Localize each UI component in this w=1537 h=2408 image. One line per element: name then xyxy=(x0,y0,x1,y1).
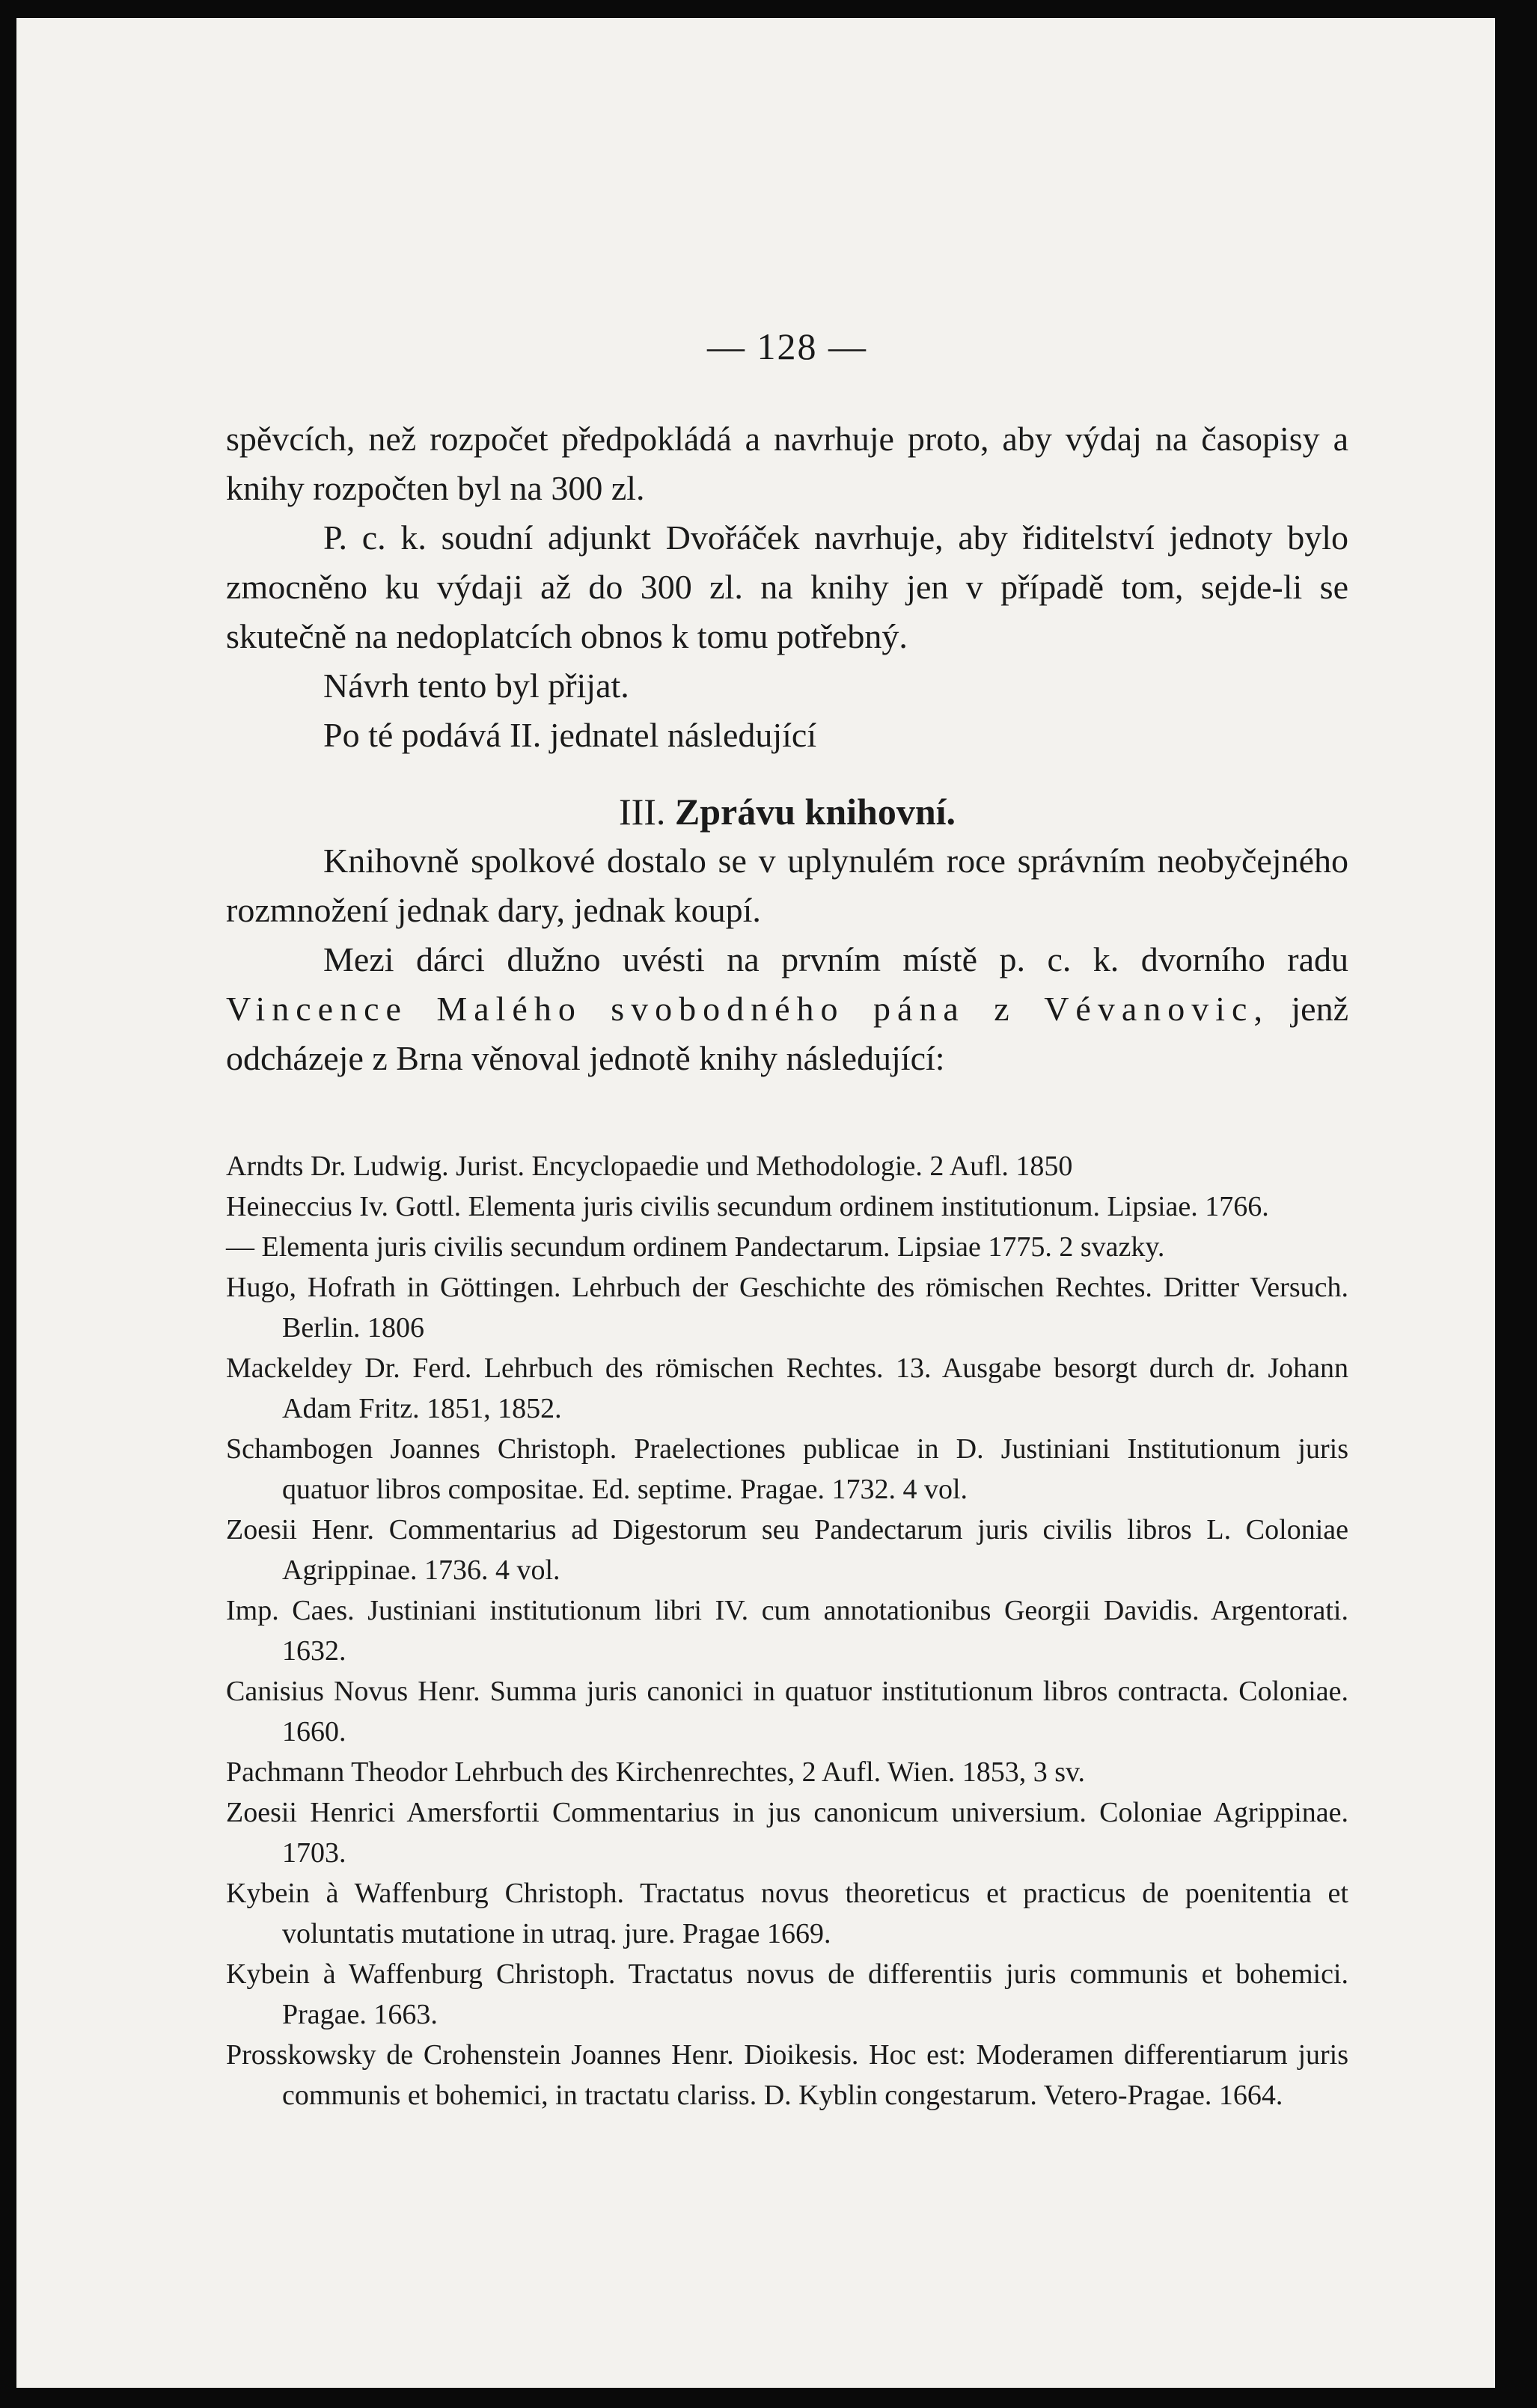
list-item: Prosskowsky de Crohenstein Joannes Henr. Dioikesis. Hoc est: Moderamen differentiarum juris communis et bohemici, in tractatu clariss. D. Kyblin congestarum. Vetero-Pragae. 1664. xyxy=(226,2039,1348,2111)
list-item: Kybein à Waffenburg Christoph. Tractatus novus de differentiis juris communis et bohemici. Pragae. 1663. xyxy=(226,1958,1348,2030)
book-list xyxy=(226,1146,1348,2116)
paragraph-6 xyxy=(226,935,1348,1083)
heading-title: Zprávu knihovní. xyxy=(674,791,956,833)
paragraph-2: P. c. k. soudní adjunkt Dvořáček navrhuje, aby řiditelství jednoty bylo zmocněno ku výdaji až do 300 zl. na knihy jen v případě tom, sejde-li se skutečně na nedoplatcích obnos k tomu potřebný. xyxy=(226,518,1348,655)
list-item: Zoesii Henrici Amersfortii Commentarius in jus canonicum universium. Coloniae Agrippinae. 1703. xyxy=(226,1797,1348,1869)
section-heading xyxy=(226,787,1348,836)
list-item: — Elementa juris civilis secundum ordinem Pandectarum. Lipsiae 1775. 2 svazky. xyxy=(226,1231,1165,1263)
list-item: Imp. Caes. Justiniani institutionum libri IV. cum annotationibus Georgii Davidis. Argentorati. 1632. xyxy=(226,1595,1348,1667)
list-item: Zoesii Henr. Commentarius ad Digestorum seu Pandectarum juris civilis libros L. Coloniae Agrippinae. 1736. 4 vol. xyxy=(226,1514,1348,1586)
list-item: Arndts Dr. Ludwig. Jurist. Encyclopaedie und Methodologie. 2 Aufl. 1850 xyxy=(226,1151,1073,1182)
donor-name: Vincence Malého svobodného pána z Vévanovic, xyxy=(226,990,1269,1028)
list-item: Mackeldey Dr. Ferd. Lehrbuch des römischen Rechtes. 13. Ausgabe besorgt durch dr. Johann Adam Fritz. 1851, 1852. xyxy=(226,1352,1348,1424)
list-item: Kybein à Waffenburg Christoph. Tractatus novus theoreticus et practicus de poenitentia et voluntatis mutatione in utraq. jure. Pragae 1669. xyxy=(226,1878,1348,1949)
paragraph-1: spěvcích, než rozpočet předpokládá a navrhuje proto, aby výdaj na časopisy a knihy rozpočten byl na 300 zl. xyxy=(226,420,1348,507)
paragraph-5: Knihovně spolkové dostalo se v uplynulém roce správním neobyčejného rozmnožení jednak dary, jednak koupí. xyxy=(226,842,1348,929)
paragraph-4: Po té podává II. jednatel následující xyxy=(323,716,817,754)
paragraph-6-start: Mezi dárci dlužno uvésti na prvním místě p. c. k. dvorního radu xyxy=(323,940,1348,978)
list-item: Pachmann Theodor Lehrbuch des Kirchenrechtes, 2 Aufl. Wien. 1853, 3 sv. xyxy=(226,1756,1086,1788)
list-item: Heineccius Iv. Gottl. Elementa juris civilis secundum ordinem institutionum. Lipsiae. 1766. xyxy=(226,1191,1269,1222)
list-item: Schambogen Joannes Christoph. Praelectiones publicae in D. Justiniani Institutionum juris quatuor libros compositae. Ed. septime. Pragae. 1732. 4 vol. xyxy=(226,1433,1348,1505)
scanned-page xyxy=(16,18,1495,2388)
paragraph-3: Návrh tento byl přijat. xyxy=(323,667,629,705)
list-item: Hugo, Hofrath in Göttingen. Lehrbuch der Geschichte des römischen Rechtes. Dritter Versuch. Berlin. 1806 xyxy=(226,1272,1348,1344)
page-number: — 128 — xyxy=(707,325,867,367)
body-text xyxy=(226,414,1348,1083)
paragraph-6-end: jenž odcházeje z Brna věnoval jednotě knihy následující: xyxy=(226,990,1349,1077)
heading-number: III. xyxy=(618,791,666,833)
list-item: Canisius Novus Henr. Summa juris canonici in quatuor institutionum libros contracta. Coloniae. 1660. xyxy=(226,1676,1348,1747)
